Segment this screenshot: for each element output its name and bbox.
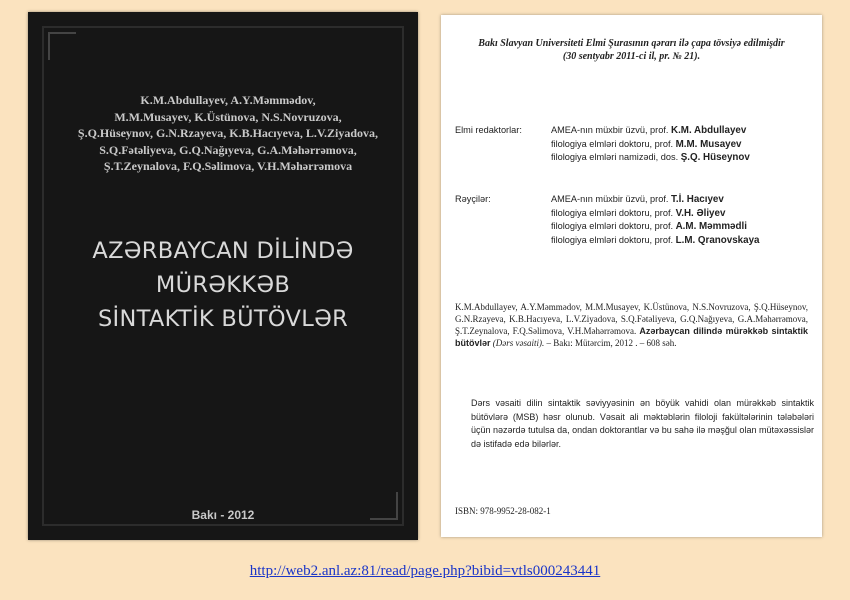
reviewer-line [551,220,759,234]
reviewer-title: filologiya elmləri doktoru, prof. [551,234,676,245]
editor-line [551,151,750,165]
reviewers-list [551,193,759,247]
decision-line: Bakı Slavyan Universiteti Elmi Şurasının qərarı ilə çapa tövsiyə edilmişdir [478,38,785,49]
reviewer-name: T.İ. Hacıyev [671,194,724,205]
biblio-subtitle: (Dərs vəsaiti). [492,338,545,348]
cover-author-line: S.Q.Fətəliyeva, G.Q.Nağıyeva, G.A.Məhərrəmova, [99,142,357,157]
reviewer-name: V.H. Əliyev [675,207,726,219]
biblio-authors: K.M.Abdullayev, A.Y.Məmmədov, M.M.Musayev, K.Üstünova, N.S.Novruzova, Ş.Q.Hüseynov, G.N.Rzayeva, K.B.Hacıyeva, L.V.Ziyadova, S.Q.Fətəliyeva, G.Q.Nağıyeva, G.A.Məhərrəmova, Ş.T.Zeynalova, F.Q.Səlimova, V.H.Məhərrəmova. [455,302,808,336]
biblio-publisher: – Bakı: Mütərcim, 2012 . – 608 səh. [546,338,677,348]
cover-title-line: AZƏRBAYCAN DİLİNDƏ [92,238,354,264]
cover-title-line: SİNTAKTİK BÜTÖVLƏR [97,306,349,332]
bibliographic-record [455,301,808,349]
reviewer-line [551,234,759,248]
cover-author-line: Ş.T.Zeynalova, F.Q.Səlimova, V.H.Məhərrəmova [103,159,353,173]
cover-authors [68,92,388,175]
biblio-title: Azərbaycan dilində mürəkkəb sintaktik bütövlər [455,326,809,348]
reviewers-label: Rəyçilər: [455,194,491,204]
decision-line: (30 sentyabr 2011-ci il, pr. № 21). [562,51,701,62]
editor-name: Ş.Q. Hüseynov [680,152,750,163]
reviewer-line [551,207,759,221]
editor-title: AMEA-nın müxbir üzvü, prof. [551,125,671,135]
abstract-text: Dərs vəsaiti dilin sintaktik səviyyəsinin ən böyük vahidi olan mürəkkəb sintaktik bütövlərə (MSB) həsr olunub. Vəsait ali məktəblərin filoloji fakültələrinin tələbələri üçün nəzərdə tutulsa da, ondan doktorantlar və bu sahə ilə məşğul olan mütəxəssislər də istifadə edə bilərlər. [471,398,814,449]
cover-place-year: Bakı - 2012 [191,508,255,522]
cover-title-line: MÜRƏKKƏB [155,272,291,298]
cover-author-line: K.M.Abdullayev, A.Y.Məmmədov, [140,93,316,107]
cover-author-line: Ş.Q.Hüseynov, G.N.Rzayeva, K.B.Hacıyeva, L.V.Ziyadova, [77,126,379,140]
editors-label: Elmi redaktorlar: [455,125,522,135]
reviewer-name: A.M. Məmmədli [675,221,747,232]
cover-title [48,234,398,336]
title-verso-page [441,15,822,537]
editor-name: K.M. Abdullayev [671,125,747,136]
book-cover [28,12,418,540]
editor-name: M.M. Musayev [675,138,742,150]
editor-title: filologiya elmləri doktoru, prof. [551,138,676,149]
reviewer-title: AMEA-nın müxbir üzvü, prof. [551,194,671,204]
reviewer-name: L.M. Qranovskaya [675,234,760,246]
isbn: ISBN: 978-9952-28-082-1 [455,506,551,516]
reviewer-line [551,193,759,207]
cover-author-line: M.M.Musayev, K.Üstünova, N.S.Novruzova, [114,109,342,124]
reviewer-title: filologiya elmləri doktoru, prof. [551,221,676,231]
editor-line [551,124,750,138]
source-link[interactable]: http://web2.anl.az:81/read/page.php?bibid=vtls000243441 [249,563,601,579]
editor-title: filologiya elmləri namizədi, dos. [551,152,681,162]
editor-line [551,138,750,152]
council-decision [441,37,822,63]
reviewer-title: filologiya elmləri doktoru, prof. [551,207,676,218]
editors-list [551,124,750,165]
